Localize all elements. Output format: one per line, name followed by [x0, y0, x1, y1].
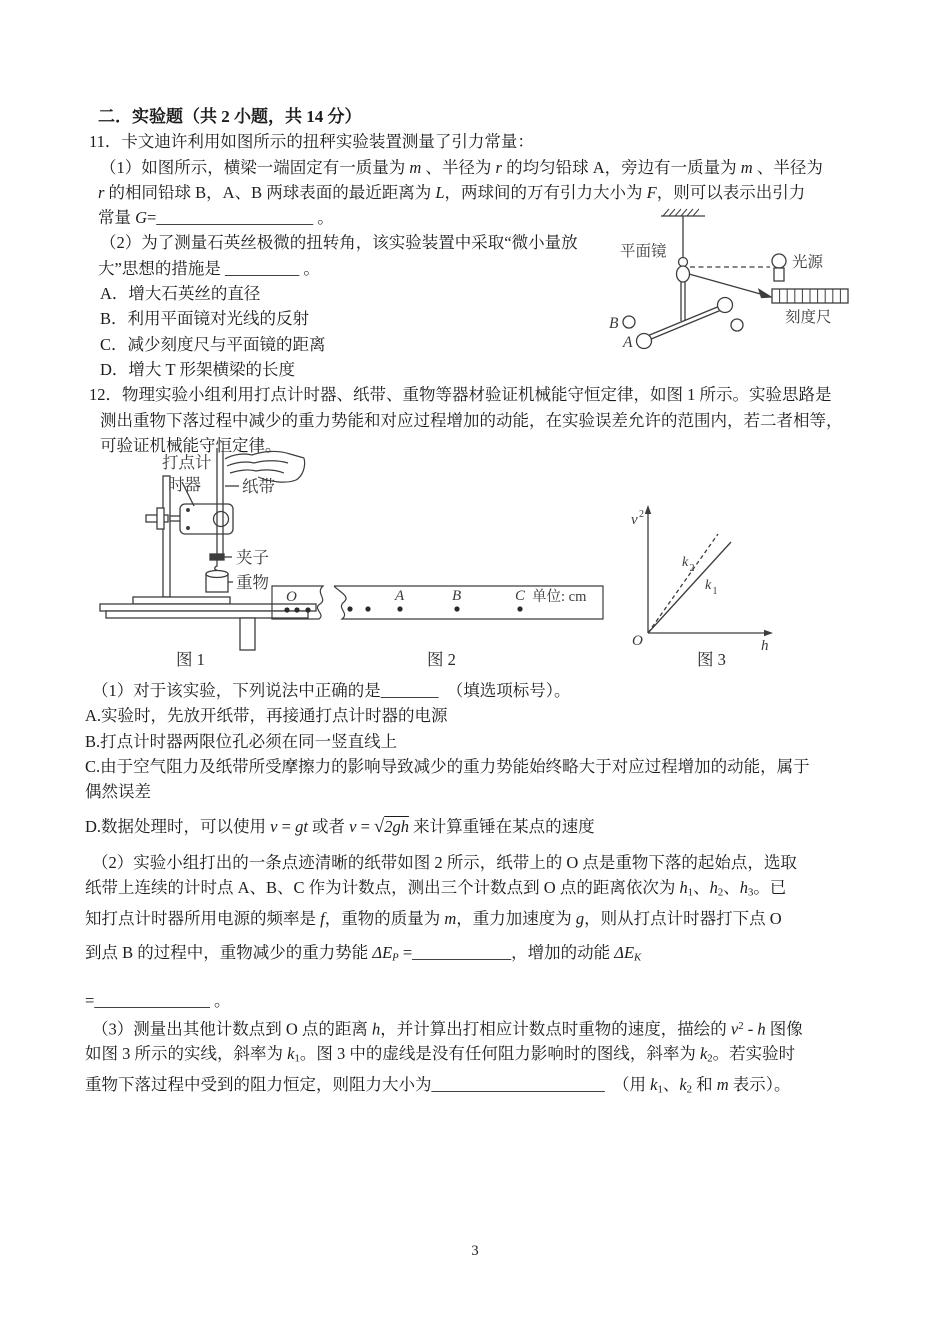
k2-label: k: [682, 555, 689, 570]
light-source-icon: [772, 254, 786, 268]
q12-part2-line4: 到点 B 的过程中，重物减少的重力势能 $\Delta E_P$ =____________，增加的动能 $\Delta E_K$: [85, 942, 642, 964]
q12-part3-line1: （3）测量出其他计数点到 O 点的距离 h，并计算出打相应计数点时重物的速度，描绘的 $v^2$ - h 图像: [92, 1019, 803, 1039]
y-axis-label-v: v: [631, 512, 638, 528]
k1-label: k: [705, 578, 712, 593]
figure1-caption: 图 1: [176, 650, 205, 669]
q11-part1-line2: r 的相同铅球 B，A、B 两球表面的最近距离为 L，两球间的万有引力大小为 F，则可以表示出引力: [98, 182, 806, 202]
q11-option-c: C．减少刻度尺与平面镜的距离: [100, 334, 326, 354]
tape-strip-left: [272, 586, 323, 619]
k2-label-sub: 2: [689, 563, 695, 574]
mirror-label: 平面镜: [620, 243, 667, 260]
tape-dot: [294, 607, 299, 612]
q11-option-d: D．增大 T 形架横梁的长度: [100, 359, 295, 379]
figure3-graph: [618, 496, 783, 658]
figure2-caption: 图 2: [427, 650, 456, 669]
q11-number-line: 11．卡文迪许利用如图所示的扭秤实验装置测量了引力常量：: [89, 132, 534, 152]
q12-option-c-line2: 偶然误差: [85, 782, 151, 802]
cavendish-diagram: [595, 200, 870, 368]
q12-part1-line: （1）对于该实验，下列说法中正确的是_______ （填选项标号）。: [92, 681, 571, 701]
origin-label: O: [632, 633, 643, 649]
lead-ball-b-icon: [623, 316, 635, 328]
t-frame-beam-top: [646, 306, 721, 337]
point-a-label: A: [395, 588, 405, 604]
q11-option-a: A．增大石英丝的直径: [100, 284, 261, 304]
tape-dots: [284, 606, 522, 612]
q12-part2-line1: （2）实验小组打出的一条点迹清晰的纸带如图 2 所示，纸带上的 O 点是重物下落的起始点，选取: [92, 852, 797, 872]
reflected-ray-arrowhead: [759, 290, 771, 298]
x-axis-arrowhead: [764, 630, 773, 636]
q11-part1-blank-line: 常量 G=___________________ 。: [98, 208, 334, 228]
q11-part2-line1: （2）为了测量石英丝极微的扭转角，该实验装置中采取“微小量放: [100, 233, 578, 253]
point-c-label: C: [515, 588, 526, 604]
q11-part2-blank-line: 大”思想的措施是 _________ 。: [98, 258, 320, 278]
plane-mirror-icon: [677, 266, 690, 282]
q12-number-line: 12．物理实验小组利用打点计时器、纸带、重物等器材验证机械能守恒定律，如图 1 所示。实验思路是: [89, 385, 832, 405]
timer-wheel: [214, 512, 229, 527]
ball-b-label: B: [609, 315, 619, 332]
ball-a-label: A: [623, 334, 633, 351]
q12-part2-line2: 纸带上连续的计时点 A、B、C 作为计数点，测出三个计数点到 O 点的距离依次为 $h_1$、$h_2$、$h_3$。已: [85, 878, 787, 899]
weight-hook: [215, 560, 217, 570]
y-axis-label-exp: 2: [639, 509, 644, 520]
q12-intro-line2: 测出重物下落过程中减少的重力势能和对应过程增加的动能，在实验误差允许的范围内，若二者相等，: [100, 410, 843, 430]
weight-icon: [206, 571, 228, 593]
tape-dot-b: [454, 606, 459, 611]
q12-intro-line3: 可验证机械能守恒定律。: [100, 435, 282, 455]
k1-label-sub: 1: [712, 586, 718, 597]
ruler-label: 刻度尺: [785, 309, 832, 326]
y-axis-arrowhead: [645, 505, 651, 514]
tape-dot: [284, 607, 289, 612]
q11-option-b: B．利用平面镜对光线的反射: [100, 309, 310, 329]
tape-dot: [305, 607, 310, 612]
tape-dot-a: [397, 606, 402, 611]
clip-icon: [210, 554, 224, 560]
weight-label: 重物: [236, 573, 269, 592]
section-heading: 二．实验题（共 2 小题，共 14 分）: [98, 107, 362, 126]
q11-part1-line1: （1）如图所示，横梁一端固定有一质量为 m 、半径为 r 的均匀铅球 A，旁边有一质量为 m 、半径为: [100, 157, 823, 177]
solid-line-k1: [648, 542, 731, 633]
x-axis-label: h: [761, 638, 769, 654]
unit-label: 单位: cm: [532, 589, 587, 605]
q12-option-d: D.数据处理时，可以使用 v = gt 或者 v = √2gh 来计算重锤在某点的速度: [85, 815, 595, 836]
figure2-tape: [270, 583, 610, 628]
timer-screw-1: [187, 509, 190, 512]
timer-label-line2: 时器: [168, 475, 201, 494]
large-ball-right-icon: [731, 319, 743, 331]
q12-part2-line3: 知打点计时器所用电源的频率是 f，重物的质量为 m，重力加速度为 g，则从打点计时器打下点 O: [85, 909, 782, 929]
timer-label-line1: 打点计: [162, 453, 212, 472]
q12-option-a: A.实验时，先放开纸带，再接通打点计时器的电源: [85, 706, 448, 726]
tape-dot: [347, 606, 352, 611]
plane-mirror-top-icon: [679, 258, 688, 267]
page-number: 3: [471, 1243, 479, 1259]
clip-label: 夹子: [236, 548, 269, 567]
q12-part3-line3: 重物下落过程中受到的阻力恒定，则阻力大小为_____________________ （用 $k_1$、$k_2$ 和 m 表示）。: [85, 1075, 791, 1097]
reflected-ray: [689, 274, 764, 295]
point-b-label: B: [452, 588, 462, 604]
stand-pole: [163, 476, 170, 597]
q12-option-b: B.打点计时器两限位孔必须在同一竖直线上: [85, 731, 398, 751]
lead-ball-a-icon: [637, 334, 652, 349]
tape-dot: [365, 606, 370, 611]
point-o-label: O: [286, 589, 297, 605]
tape-label: 纸带: [242, 477, 275, 496]
light-label: 光源: [792, 254, 824, 271]
ceiling-hatch-icon: [663, 209, 699, 216]
tape-dot-c: [517, 606, 522, 611]
q12-option-c: C.由于空气阻力及纸带所受摩擦力的影响导致减少的重力势能始终略大于对应过程增加的动能，属于: [85, 757, 810, 777]
small-ball-upper-icon: [718, 298, 733, 313]
q12-part2-blank-line: =______________ 。: [85, 991, 231, 1011]
light-source-base: [774, 268, 784, 281]
timer-screw-2: [187, 527, 190, 530]
figure3-caption: 图 3: [697, 650, 726, 669]
q12-part3-line2: 如图 3 所示的实线，斜率为 $k_1$。图 3 中的虚线是没有任何阻力影响时的图线，斜率为 $k_2$。若实验时: [85, 1044, 796, 1066]
